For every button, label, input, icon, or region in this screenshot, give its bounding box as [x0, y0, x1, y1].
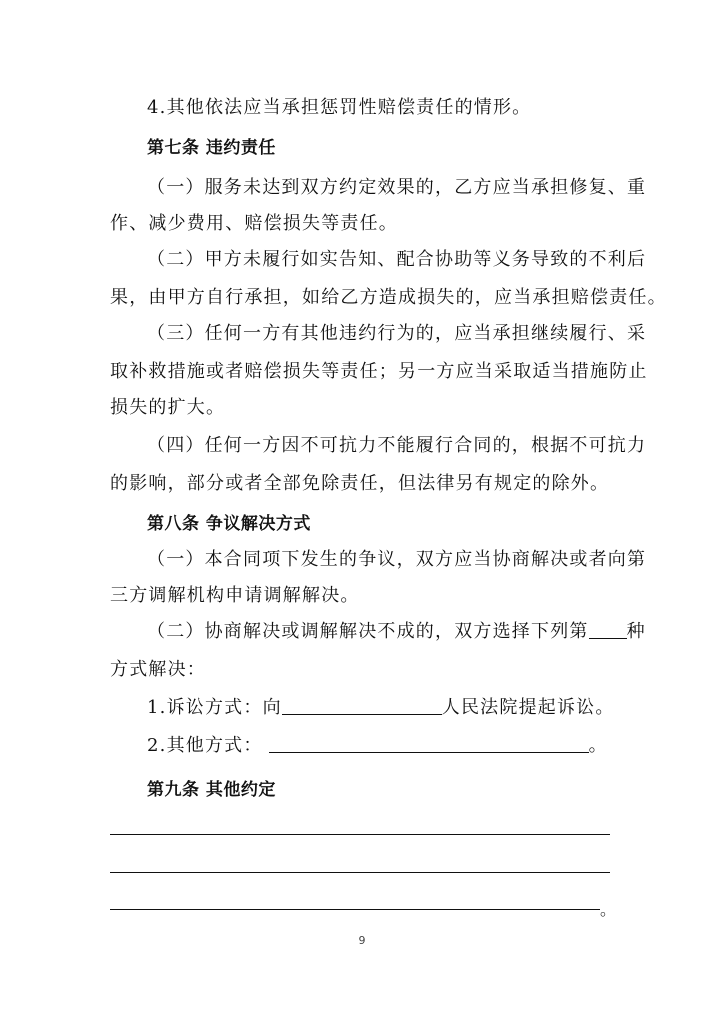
page-number: 9 [358, 934, 366, 947]
article-7-clause-1-line-1: （一）服务未达到双方约定效果的，乙方应当承担修复、重 [147, 177, 647, 198]
article-8-clause-2-line-1 [147, 620, 646, 644]
method-choice-blank[interactable] [589, 620, 627, 639]
other-terms-blank-line-2[interactable] [110, 872, 610, 873]
article-9-heading: 第九条 其他约定 [147, 780, 276, 800]
other-terms-end-mark: 。 [600, 900, 617, 919]
other-method-end: 。 [588, 735, 608, 756]
article-8-clause-2-text: （二）协商解决或调解解决不成的，双方选择下列第 [147, 621, 589, 642]
other-terms-blank-line-1[interactable] [110, 834, 610, 835]
article-7-clause-1-line-2: 作、减少费用、赔偿损失等责任。 [110, 213, 398, 234]
article-8-clause-1-line-1: （一）本合同项下发生的争议，双方应当协商解决或者向第 [147, 549, 647, 570]
litigation-option-label: 1.诉讼方式：向 [147, 697, 282, 718]
article-7-clause-4-line-1: （四）任何一方因不可抗力不能履行合同的，根据不可抗力 [147, 435, 647, 456]
article-8-clause-2-line-2: 方式解决： [110, 659, 206, 680]
article-8-heading: 第八条 争议解决方式 [147, 514, 311, 534]
article-8-clause-1-line-2: 三方调解机构申请调解解决。 [110, 585, 360, 606]
article-7-clause-4-line-2: 的影响，部分或者全部免除责任，但法律另有规定的除外。 [110, 473, 610, 494]
article-7-clause-3-line-1: （三）任何一方有其他违约行为的，应当承担继续履行、采 [147, 323, 647, 344]
litigation-option-line [147, 696, 615, 720]
article-7-clause-3-line-3: 损失的扩大。 [110, 397, 226, 418]
other-method-label: 2.其他方式： [147, 735, 263, 756]
article-7-heading: 第七条 违约责任 [147, 138, 276, 158]
court-name-blank[interactable] [282, 696, 442, 715]
other-method-blank[interactable] [269, 734, 589, 753]
article-7-clause-2-line-1: （二）甲方未履行如实告知、配合协助等义务导致的不利后 [147, 249, 647, 270]
litigation-option-suffix: 人民法院提起诉讼。 [441, 697, 615, 718]
article-7-clause-2-line-2: 果，由甲方自行承担，如给乙方造成损失的，应当承担赔偿责任。 [110, 287, 667, 308]
article-7-clause-3-line-2: 取补救措施或者赔偿损失等责任；另一方应当采取适当措施防止 [110, 361, 648, 382]
article-8-clause-2-suffix: 种 [626, 621, 646, 642]
other-terms-blank-line-3[interactable] [110, 909, 600, 910]
other-method-option-line [147, 734, 615, 758]
paragraph-penalty-item-4: 4.其他依法应当承担惩罚性赔偿责任的情形。 [147, 97, 532, 118]
